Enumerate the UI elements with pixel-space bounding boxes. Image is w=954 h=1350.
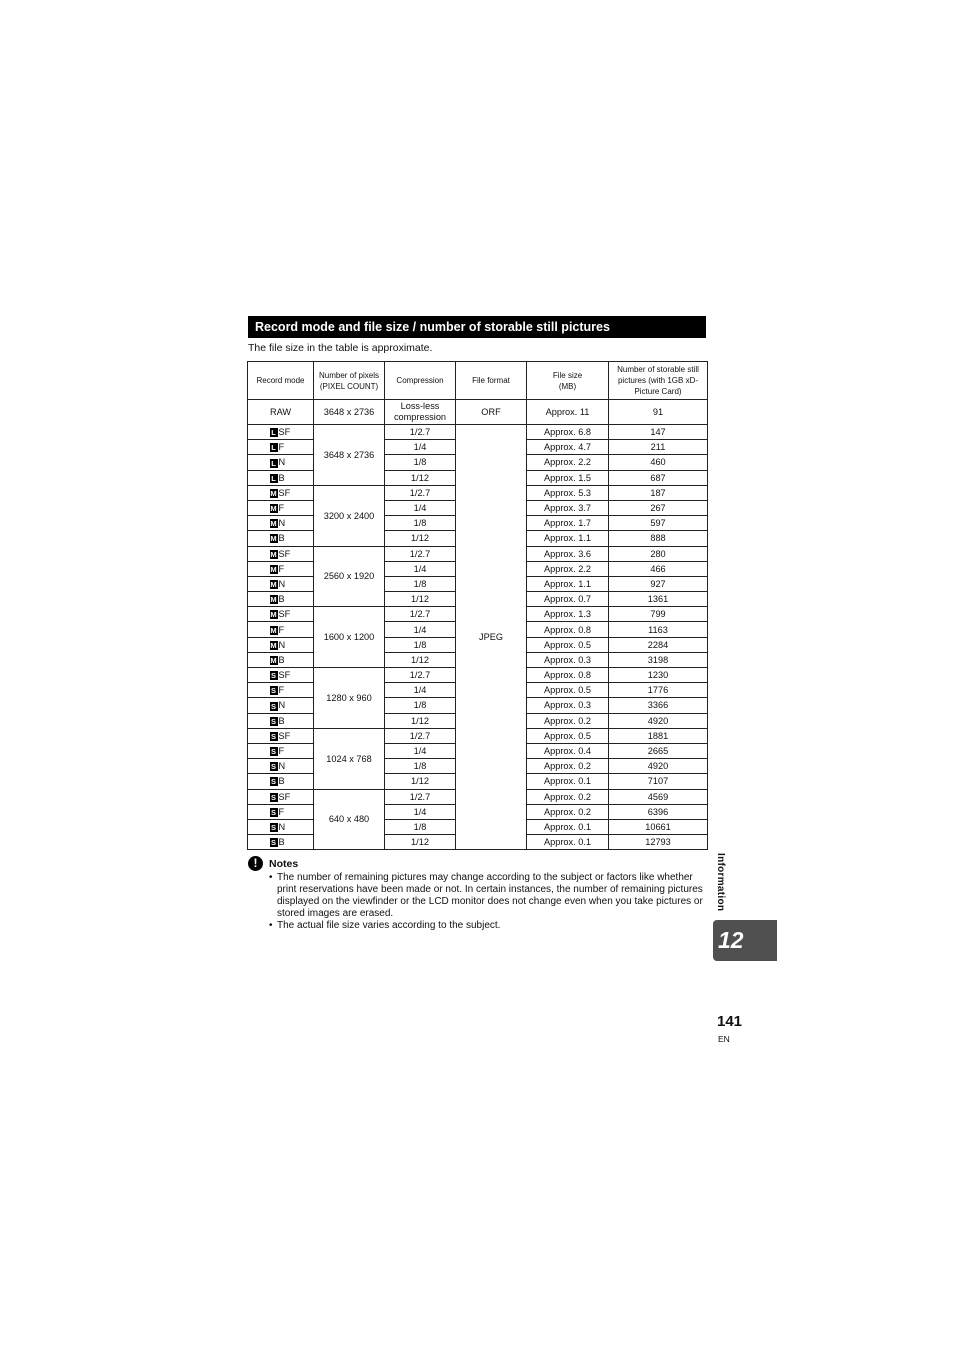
compression-cell: 1/2.7 <box>385 425 456 440</box>
record-mode-cell <box>248 637 314 652</box>
size-badge-icon: M <box>270 625 277 635</box>
compression-cell: 1/8 <box>385 516 456 531</box>
record-mode-cell <box>248 789 314 804</box>
size-badge-icon: M <box>270 534 277 544</box>
size-badge-icon: M <box>270 640 277 650</box>
size-badge-icon: M <box>270 595 277 605</box>
storable-count-cell: 2665 <box>609 743 708 758</box>
storable-count-cell: 1230 <box>609 668 708 683</box>
record-mode-cell <box>248 516 314 531</box>
storable-count-cell: 6396 <box>609 804 708 819</box>
storable-count-cell: 7107 <box>609 774 708 789</box>
storable-count-cell: 1361 <box>609 592 708 607</box>
compression-cell: 1/12 <box>385 713 456 728</box>
file-size-cell: Approx. 11 <box>527 400 609 425</box>
note-item: • The number of remaining pictures may change according to the subject or factors like whether print reservations have been made or not. In certain instances, the number of remaining pictures displayed on the viewfinder or the LCD monitor does not change even when you take pictures or stored images are erased. <box>248 872 708 920</box>
compression-cell: 1/4 <box>385 622 456 637</box>
file-size-cell: Approx. 0.5 <box>527 683 609 698</box>
quality-label: B <box>278 715 285 726</box>
pixel-count-cell: 1600 x 1200 <box>314 607 385 668</box>
quality-label: SF <box>278 427 291 438</box>
pixel-count-cell: 640 x 480 <box>314 789 385 850</box>
quality-label: F <box>278 746 285 757</box>
compression-cell: 1/4 <box>385 500 456 515</box>
compression-cell: 1/8 <box>385 698 456 713</box>
pixel-count-cell: 2560 x 1920 <box>314 546 385 607</box>
notes-list <box>248 872 708 932</box>
section-title: Record mode and file size / number of storable still pictures <box>248 316 706 338</box>
compression-cell: 1/2.7 <box>385 607 456 622</box>
file-size-cell: Approx. 0.2 <box>527 804 609 819</box>
storable-count-cell: 1163 <box>609 622 708 637</box>
file-size-cell: Approx. 0.1 <box>527 819 609 834</box>
compression-cell: 1/12 <box>385 652 456 667</box>
quality-label: N <box>278 578 286 589</box>
record-mode-cell <box>248 835 314 850</box>
file-size-cell: Approx. 0.7 <box>527 592 609 607</box>
size-badge-icon: L <box>271 458 276 468</box>
header-file-size: File size (MB) <box>527 362 609 400</box>
pixel-count-cell: 3648 x 2736 <box>314 425 385 486</box>
record-mode-cell <box>248 546 314 561</box>
quality-label: F <box>278 503 285 514</box>
storable-count-cell: 460 <box>609 455 708 470</box>
quality-label: B <box>278 837 285 848</box>
record-mode-cell <box>248 759 314 774</box>
compression-cell: 1/12 <box>385 531 456 546</box>
record-mode-cell <box>248 683 314 698</box>
file-size-cell: Approx. 0.2 <box>527 759 609 774</box>
size-badge-icon: S <box>270 823 276 833</box>
file-size-cell: Approx. 0.5 <box>527 728 609 743</box>
record-mode-cell <box>248 607 314 622</box>
compression-cell: 1/12 <box>385 592 456 607</box>
header-compression: Compression <box>385 362 456 400</box>
header-pixels: Number of pixels (PIXEL COUNT) <box>314 362 385 400</box>
header-storable-count: Number of storable still pictures (with 1GB xD-Picture Card) <box>609 362 708 400</box>
compression-cell: 1/4 <box>385 743 456 758</box>
quality-label: N <box>278 639 286 650</box>
record-mode-table <box>247 361 708 850</box>
quality-label: B <box>278 654 285 665</box>
size-badge-icon: S <box>270 762 276 772</box>
compression-cell: 1/12 <box>385 835 456 850</box>
size-badge-icon: M <box>270 549 277 559</box>
file-size-cell: Approx. 0.1 <box>527 835 609 850</box>
file-size-cell: Approx. 0.5 <box>527 637 609 652</box>
quality-label: B <box>278 533 285 544</box>
record-mode-cell <box>248 622 314 637</box>
file-size-cell: Approx. 0.1 <box>527 774 609 789</box>
chapter-side-label: Information <box>715 853 726 912</box>
file-size-cell: Approx. 0.8 <box>527 622 609 637</box>
file-size-cell: Approx. 0.2 <box>527 713 609 728</box>
table-header-row <box>248 362 708 400</box>
record-mode-cell <box>248 531 314 546</box>
compression-cell: Loss-less compression <box>385 400 456 425</box>
quality-label: N <box>278 457 286 468</box>
compression-cell: 1/12 <box>385 774 456 789</box>
quality-label: B <box>278 594 285 605</box>
storable-count-cell: 91 <box>609 400 708 425</box>
record-mode-cell <box>248 804 314 819</box>
size-badge-icon: L <box>271 443 276 453</box>
size-badge-icon: S <box>270 777 276 787</box>
file-format-cell: JPEG <box>456 425 527 850</box>
compression-cell: 1/8 <box>385 455 456 470</box>
size-badge-icon: S <box>270 807 276 817</box>
storable-count-cell: 10661 <box>609 819 708 834</box>
size-badge-icon: M <box>270 488 277 498</box>
notes-section <box>248 856 708 932</box>
size-badge-icon: L <box>271 473 276 483</box>
record-mode-cell <box>248 713 314 728</box>
record-mode-cell <box>248 743 314 758</box>
quality-label: N <box>278 821 286 832</box>
storable-count-cell: 1881 <box>609 728 708 743</box>
record-mode-cell <box>248 576 314 591</box>
quality-label: F <box>278 442 285 453</box>
file-size-cell: Approx. 0.8 <box>527 668 609 683</box>
table-row <box>248 400 708 425</box>
file-size-cell: Approx. 1.7 <box>527 516 609 531</box>
record-mode-cell <box>248 425 314 440</box>
storable-count-cell: 12793 <box>609 835 708 850</box>
pixel-count-cell: 1280 x 960 <box>314 668 385 729</box>
compression-cell: 1/2.7 <box>385 485 456 500</box>
storable-count-cell: 4920 <box>609 713 708 728</box>
size-badge-icon: M <box>270 655 277 665</box>
record-mode-cell <box>248 652 314 667</box>
compression-cell: 1/4 <box>385 440 456 455</box>
header-record-mode: Record mode <box>248 362 314 400</box>
storable-count-cell: 1776 <box>609 683 708 698</box>
compression-cell: 1/4 <box>385 561 456 576</box>
file-size-cell: Approx. 2.2 <box>527 455 609 470</box>
storable-count-cell: 211 <box>609 440 708 455</box>
pixel-count-cell: 1024 x 768 <box>314 728 385 789</box>
size-badge-icon: M <box>270 504 277 514</box>
record-mode-cell <box>248 500 314 515</box>
compression-cell: 1/2.7 <box>385 728 456 743</box>
record-mode-cell: RAW <box>248 400 314 425</box>
quality-label: B <box>278 776 285 787</box>
size-badge-icon: M <box>270 519 277 529</box>
file-size-cell: Approx. 0.4 <box>527 743 609 758</box>
storable-count-cell: 888 <box>609 531 708 546</box>
quality-label: F <box>278 685 285 696</box>
quality-label: N <box>278 761 286 772</box>
record-mode-cell <box>248 440 314 455</box>
page-language: EN <box>718 1034 730 1044</box>
quality-label: SF <box>278 791 291 802</box>
storable-count-cell: 687 <box>609 470 708 485</box>
quality-label: F <box>278 563 285 574</box>
size-badge-icon: M <box>270 580 277 590</box>
file-size-cell: Approx. 3.6 <box>527 546 609 561</box>
compression-cell: 1/2.7 <box>385 668 456 683</box>
record-mode-cell <box>248 561 314 576</box>
storable-count-cell: 799 <box>609 607 708 622</box>
compression-cell: 1/8 <box>385 759 456 774</box>
file-size-cell: Approx. 6.8 <box>527 425 609 440</box>
quality-label: F <box>278 624 285 635</box>
file-format-cell: ORF <box>456 400 527 425</box>
compression-cell: 1/8 <box>385 819 456 834</box>
note-item: • The actual file size varies according to the subject. <box>248 920 708 932</box>
file-size-cell: Approx. 0.3 <box>527 698 609 713</box>
record-mode-cell <box>248 592 314 607</box>
storable-count-cell: 280 <box>609 546 708 561</box>
storable-count-cell: 466 <box>609 561 708 576</box>
compression-cell: 1/8 <box>385 637 456 652</box>
quality-label: SF <box>278 487 291 498</box>
record-mode-cell <box>248 819 314 834</box>
size-badge-icon: L <box>271 428 276 438</box>
file-size-cell: Approx. 0.3 <box>527 652 609 667</box>
compression-cell: 1/4 <box>385 683 456 698</box>
table-row <box>248 425 708 440</box>
pixel-count-cell: 3200 x 2400 <box>314 485 385 546</box>
size-badge-icon: S <box>270 792 276 802</box>
storable-count-cell: 927 <box>609 576 708 591</box>
record-mode-cell <box>248 774 314 789</box>
warning-icon: ! <box>248 856 263 871</box>
quality-label: SF <box>278 670 291 681</box>
file-size-cell: Approx. 4.7 <box>527 440 609 455</box>
header-file-format: File format <box>456 362 527 400</box>
record-mode-cell <box>248 728 314 743</box>
size-badge-icon: S <box>270 747 276 757</box>
file-size-cell: Approx. 1.1 <box>527 531 609 546</box>
file-size-cell: Approx. 1.1 <box>527 576 609 591</box>
record-mode-cell <box>248 698 314 713</box>
quality-label: F <box>278 806 285 817</box>
file-size-cell: Approx. 5.3 <box>527 485 609 500</box>
record-mode-cell <box>248 470 314 485</box>
size-badge-icon: S <box>270 671 276 681</box>
pixel-count-cell: 3648 x 2736 <box>314 400 385 425</box>
file-size-cell: Approx. 2.2 <box>527 561 609 576</box>
page-number: 141 <box>717 1013 743 1030</box>
size-badge-icon: S <box>270 701 276 711</box>
storable-count-cell: 4569 <box>609 789 708 804</box>
compression-cell: 1/8 <box>385 576 456 591</box>
storable-count-cell: 3198 <box>609 652 708 667</box>
quality-label: B <box>278 472 285 483</box>
file-size-cell: Approx. 3.7 <box>527 500 609 515</box>
chapter-tab: 12 <box>713 920 777 961</box>
storable-count-cell: 2284 <box>609 637 708 652</box>
size-badge-icon: S <box>270 716 276 726</box>
file-size-cell: Approx. 1.5 <box>527 470 609 485</box>
size-badge-icon: M <box>270 610 277 620</box>
storable-count-cell: 187 <box>609 485 708 500</box>
size-badge-icon: S <box>270 731 276 741</box>
compression-cell: 1/4 <box>385 804 456 819</box>
compression-cell: 1/2.7 <box>385 546 456 561</box>
quality-label: N <box>278 518 286 529</box>
storable-count-cell: 147 <box>609 425 708 440</box>
quality-label: SF <box>278 609 291 620</box>
quality-label: SF <box>278 548 291 559</box>
quality-label: N <box>278 700 286 711</box>
size-badge-icon: S <box>270 686 276 696</box>
storable-count-cell: 267 <box>609 500 708 515</box>
size-badge-icon: M <box>270 564 277 574</box>
intro-text: The file size in the table is approximate. <box>248 342 433 354</box>
storable-count-cell: 597 <box>609 516 708 531</box>
size-badge-icon: S <box>270 838 276 848</box>
storable-count-cell: 4920 <box>609 759 708 774</box>
compression-cell: 1/12 <box>385 470 456 485</box>
storable-count-cell: 3366 <box>609 698 708 713</box>
compression-cell: 1/2.7 <box>385 789 456 804</box>
notes-title: Notes <box>269 857 299 870</box>
file-size-cell: Approx. 0.2 <box>527 789 609 804</box>
record-mode-cell <box>248 668 314 683</box>
record-mode-cell <box>248 485 314 500</box>
record-mode-cell <box>248 455 314 470</box>
file-size-cell: Approx. 1.3 <box>527 607 609 622</box>
quality-label: SF <box>278 730 291 741</box>
